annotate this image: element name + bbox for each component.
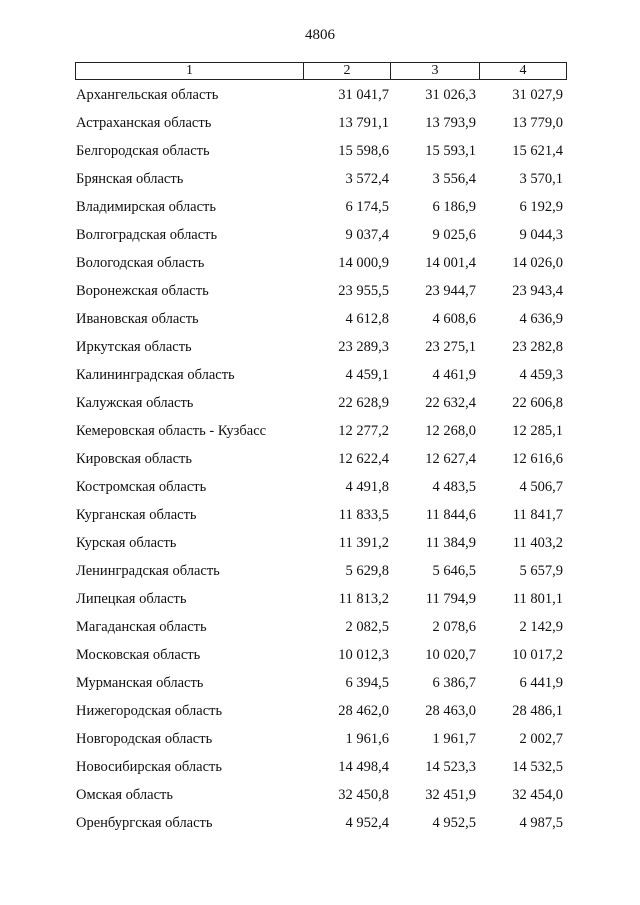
table-row	[0, 250, 640, 278]
region-name: Ивановская область	[76, 311, 199, 327]
table-row	[0, 222, 640, 250]
region-name: Курская область	[76, 535, 177, 551]
page-number: 4806	[305, 27, 335, 43]
value-col-2: 12 622,4	[338, 451, 389, 467]
value-col-2: 4 491,8	[345, 479, 389, 495]
value-col-3: 22 632,4	[425, 395, 476, 411]
table-row	[0, 670, 640, 698]
region-name: Брянская область	[76, 171, 184, 187]
value-col-4: 11 403,2	[512, 535, 563, 551]
region-name: Иркутская область	[76, 339, 192, 355]
region-name: Московская область	[76, 647, 201, 663]
value-col-2: 2 082,5	[345, 619, 389, 635]
value-col-4: 4 506,7	[519, 479, 563, 495]
table-row	[0, 418, 640, 446]
value-col-3: 11 384,9	[425, 535, 476, 551]
value-col-3: 28 463,0	[425, 703, 476, 719]
value-col-3: 5 646,5	[432, 563, 476, 579]
value-col-4: 11 801,1	[512, 591, 563, 607]
table-row	[0, 726, 640, 754]
table-row	[0, 138, 640, 166]
table-row	[0, 502, 640, 530]
value-col-2: 15 598,6	[338, 143, 389, 159]
value-col-4: 32 454,0	[512, 787, 563, 803]
value-col-4: 31 027,9	[512, 87, 563, 103]
value-col-3: 13 793,9	[425, 115, 476, 131]
value-col-3: 4 608,6	[432, 311, 476, 327]
table-header	[75, 62, 567, 80]
value-col-3: 10 020,7	[425, 647, 476, 663]
table-row	[0, 82, 640, 110]
table-row	[0, 446, 640, 474]
region-name: Магаданская область	[76, 619, 207, 635]
column-header-4: 4	[519, 63, 527, 78]
region-name: Курганская область	[76, 507, 197, 523]
value-col-4: 22 606,8	[512, 395, 563, 411]
region-name: Омская область	[76, 787, 173, 803]
region-name: Калужская область	[76, 395, 194, 411]
table-row	[0, 278, 640, 306]
value-col-4: 11 841,7	[512, 507, 563, 523]
value-col-4: 3 570,1	[519, 171, 563, 187]
value-col-2: 5 629,8	[345, 563, 389, 579]
value-col-2: 9 037,4	[345, 227, 389, 243]
region-name: Воронежская область	[76, 283, 209, 299]
table-row	[0, 530, 640, 558]
value-col-3: 12 627,4	[425, 451, 476, 467]
region-name: Нижегородская область	[76, 703, 223, 719]
value-col-3: 4 952,5	[432, 815, 476, 831]
value-col-2: 1 961,6	[345, 731, 389, 747]
value-col-2: 6 174,5	[345, 199, 389, 215]
column-header-1: 1	[76, 63, 304, 79]
value-col-4: 12 285,1	[512, 423, 563, 439]
region-name: Вологодская область	[76, 255, 205, 271]
value-col-2: 22 628,9	[338, 395, 389, 411]
table-row	[0, 194, 640, 222]
value-col-4: 5 657,9	[519, 563, 563, 579]
value-col-4: 2 142,9	[519, 619, 563, 635]
value-col-3: 4 461,9	[432, 367, 476, 383]
value-col-4: 23 943,4	[512, 283, 563, 299]
region-name: Оренбургская область	[76, 815, 213, 831]
value-col-3: 31 026,3	[425, 87, 476, 103]
region-name: Мурманская область	[76, 675, 204, 691]
value-col-4: 14 026,0	[512, 255, 563, 271]
table-row	[0, 614, 640, 642]
value-col-2: 3 572,4	[345, 171, 389, 187]
table-row	[0, 810, 640, 838]
region-name: Владимирская область	[76, 199, 216, 215]
table-row	[0, 698, 640, 726]
table-row	[0, 586, 640, 614]
value-col-3: 6 386,7	[432, 675, 476, 691]
value-col-4: 15 621,4	[512, 143, 563, 159]
value-col-2: 4 612,8	[345, 311, 389, 327]
value-col-2: 23 289,3	[338, 339, 389, 355]
region-name: Ленинградская область	[76, 563, 220, 579]
region-name: Астраханская область	[76, 115, 212, 131]
value-col-2: 13 791,1	[338, 115, 389, 131]
value-col-3: 14 001,4	[425, 255, 476, 271]
value-col-2: 23 955,5	[338, 283, 389, 299]
region-name: Калининградская область	[76, 367, 235, 383]
value-col-3: 11 794,9	[425, 591, 476, 607]
value-col-4: 14 532,5	[512, 759, 563, 775]
region-name: Волгоградская область	[76, 227, 218, 243]
value-col-3: 9 025,6	[432, 227, 476, 243]
value-col-2: 4 459,1	[345, 367, 389, 383]
table-row	[0, 334, 640, 362]
value-col-3: 1 961,7	[432, 731, 476, 747]
column-header-2: 2	[304, 63, 391, 79]
region-name: Белгородская область	[76, 143, 210, 159]
value-col-3: 23 944,7	[425, 283, 476, 299]
region-name: Новгородская область	[76, 731, 213, 747]
value-col-4: 4 636,9	[519, 311, 563, 327]
value-col-4: 10 017,2	[512, 647, 563, 663]
region-name: Костромская область	[76, 479, 207, 495]
value-col-3: 4 483,5	[432, 479, 476, 495]
value-col-2: 32 450,8	[338, 787, 389, 803]
region-name: Новосибирская область	[76, 759, 222, 775]
region-name: Липецкая область	[76, 591, 187, 607]
value-col-4: 6 192,9	[519, 199, 563, 215]
value-col-2: 4 952,4	[345, 815, 389, 831]
value-col-2: 14 498,4	[338, 759, 389, 775]
value-col-4: 6 441,9	[519, 675, 563, 691]
value-col-4: 4 987,5	[519, 815, 563, 831]
value-col-4: 13 779,0	[512, 115, 563, 131]
value-col-4: 2 002,7	[519, 731, 563, 747]
value-col-2: 12 277,2	[338, 423, 389, 439]
table-row	[0, 362, 640, 390]
value-col-2: 11 833,5	[338, 507, 389, 523]
column-header-3: 3	[391, 63, 480, 79]
region-name: Кировская область	[76, 451, 193, 467]
value-col-3: 3 556,4	[432, 171, 476, 187]
table-row	[0, 754, 640, 782]
value-col-3: 15 593,1	[425, 143, 476, 159]
value-col-2: 31 041,7	[338, 87, 389, 103]
value-col-4: 4 459,3	[519, 367, 563, 383]
value-col-2: 11 813,2	[338, 591, 389, 607]
value-col-3: 6 186,9	[432, 199, 476, 215]
value-col-4: 28 486,1	[512, 703, 563, 719]
table-row	[0, 306, 640, 334]
table-row	[0, 110, 640, 138]
value-col-3: 32 451,9	[425, 787, 476, 803]
value-col-2: 28 462,0	[338, 703, 389, 719]
value-col-2: 11 391,2	[338, 535, 389, 551]
value-col-2: 6 394,5	[345, 675, 389, 691]
table-row	[0, 390, 640, 418]
value-col-2: 10 012,3	[338, 647, 389, 663]
table-row	[0, 782, 640, 810]
value-col-2: 14 000,9	[338, 255, 389, 271]
region-name: Кемеровская область - Кузбасс	[76, 423, 267, 439]
value-col-4: 9 044,3	[519, 227, 563, 243]
table-row	[0, 474, 640, 502]
table-row	[0, 558, 640, 586]
value-col-3: 2 078,6	[432, 619, 476, 635]
value-col-3: 23 275,1	[425, 339, 476, 355]
table-row	[0, 642, 640, 670]
value-col-3: 14 523,3	[425, 759, 476, 775]
value-col-3: 12 268,0	[425, 423, 476, 439]
table-row	[0, 166, 640, 194]
value-col-4: 12 616,6	[512, 451, 563, 467]
value-col-4: 23 282,8	[512, 339, 563, 355]
region-name: Архангельская область	[76, 87, 219, 103]
table-body	[0, 82, 640, 838]
value-col-3: 11 844,6	[425, 507, 476, 523]
